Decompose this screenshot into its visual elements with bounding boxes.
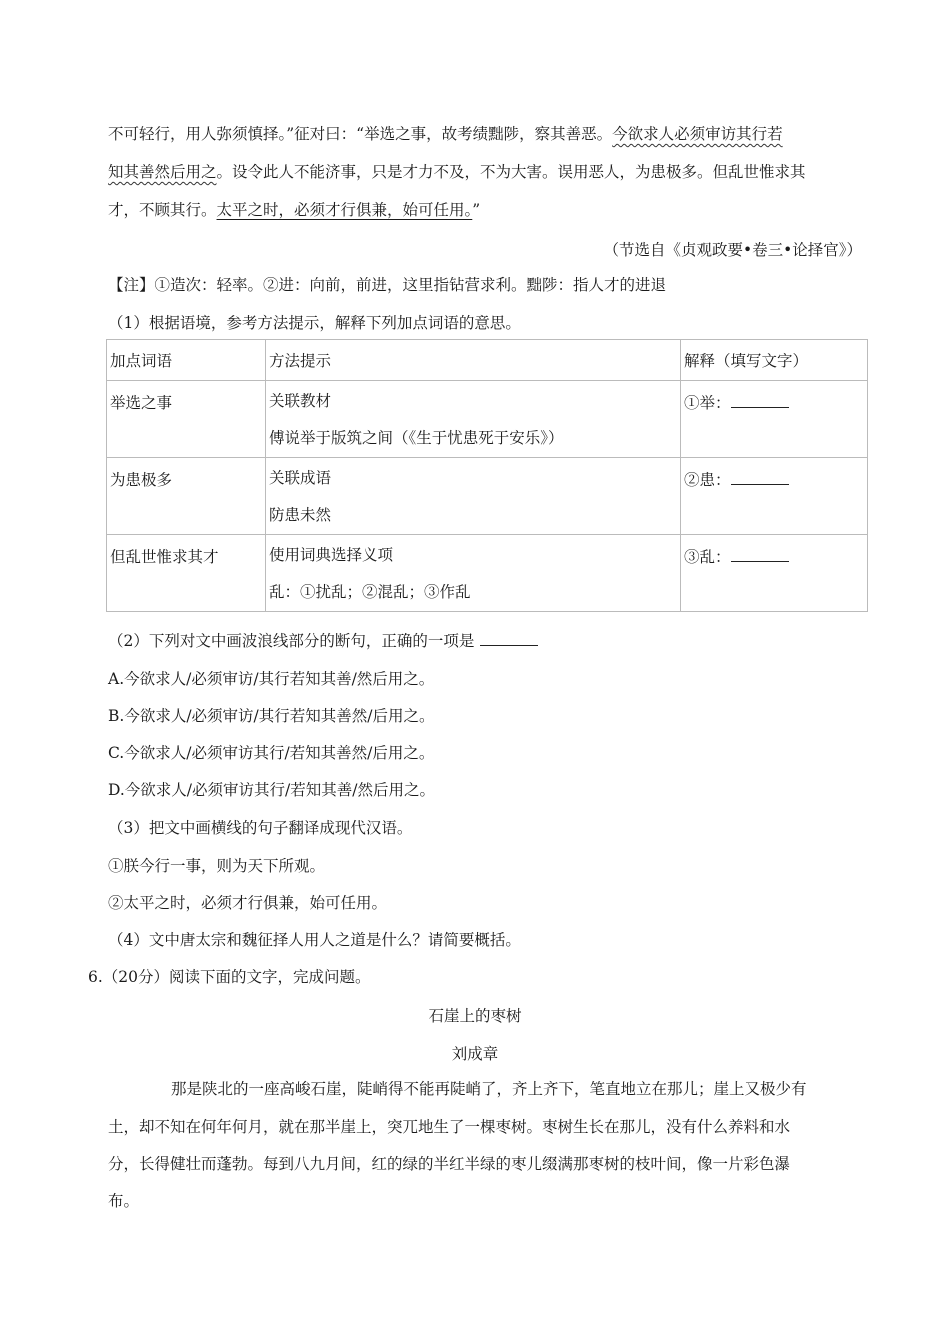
q2-answer-blank[interactable] bbox=[480, 631, 538, 646]
hint-line: 傅说举于版筑之间（《生于忧患死于安乐》） bbox=[269, 429, 564, 447]
annotation-note: 【注】①造次：轻率。②进：向前，前进，这里指钻营求利。黜陟：指人才的进退 bbox=[108, 276, 667, 294]
option-a: A.今欲求人/必须审访/其行若知其善/然后用之。 bbox=[108, 670, 435, 688]
passage-text: 才，不顾其行。 bbox=[108, 201, 217, 219]
hint-line: 关联成语 bbox=[269, 469, 332, 487]
q3-item: ①朕今行一事，则为天下所观。 bbox=[108, 857, 326, 875]
answer-blank[interactable] bbox=[731, 393, 789, 408]
article-para-line: 分，长得健壮而蓬勃。每到八九月间，红的绿的半红半绿的枣儿缀满那枣树的枝叶间，像一片彩色瀑 bbox=[108, 1155, 791, 1173]
passage-line-3 bbox=[108, 200, 480, 220]
option-b: B.今欲求人/必须审访/其行若知其善然/后用之。 bbox=[108, 707, 435, 725]
q2-prompt-line bbox=[108, 631, 538, 651]
answer-blank[interactable] bbox=[731, 470, 789, 485]
cell-word: 举选之事 bbox=[107, 381, 266, 458]
q2-prompt: （2）下列对文中画波浪线部分的断句，正确的一项是 bbox=[108, 632, 475, 650]
header-answer: 解释（填写文字） bbox=[681, 340, 868, 381]
option-d: D.今欲求人/必须审访其行/若知其善/然后用之。 bbox=[108, 781, 435, 799]
closing-quote: ” bbox=[472, 201, 481, 219]
option-c: C.今欲求人/必须审访其行/若知其善然/后用之。 bbox=[108, 744, 435, 762]
q3-item: ②太平之时，必须才行俱兼，始可任用。 bbox=[108, 894, 388, 912]
q4-prompt: （4）文中唐太宗和魏征择人用人之道是什么？请简要概括。 bbox=[108, 931, 521, 949]
cell-word: 但乱世惟求其才 bbox=[107, 535, 266, 612]
passage-source: （节选自《贞观政要•卷三•论择官》） bbox=[603, 241, 862, 259]
vocab-table bbox=[106, 339, 868, 612]
cell-hint bbox=[266, 381, 681, 458]
answer-label: ①举： bbox=[684, 394, 731, 412]
answer-label: ②患： bbox=[684, 471, 731, 489]
hint-line: 使用词典选择义项 bbox=[269, 546, 394, 564]
underlined-sentence: 太平之时，必须才行俱兼，始可任用。 bbox=[216, 201, 473, 219]
article-para-line: 布。 bbox=[108, 1192, 140, 1210]
answer-label: ③乱： bbox=[684, 548, 731, 566]
header-word: 加点词语 bbox=[107, 340, 266, 381]
q3-prompt: （3）把文中画横线的句子翻译成现代汉语。 bbox=[108, 819, 413, 837]
passage-text: 。设令此人不能济事，只是才力不及，不为大害。误用恶人，为患极多。但乱世惟求其 bbox=[216, 163, 806, 181]
q1-prompt: （1）根据语境，参考方法提示，解释下列加点词语的意思。 bbox=[108, 314, 521, 332]
table-row bbox=[107, 381, 868, 458]
hint-line: 防患未然 bbox=[269, 506, 332, 524]
cell-hint bbox=[266, 535, 681, 612]
wavy-underlined-text: 知其善然后用之 bbox=[108, 163, 217, 181]
article-para-line: 土，却不知在何年何月，就在那半崖上，突兀地生了一棵枣树。枣树生长在那儿，没有什么养料和水 bbox=[108, 1118, 791, 1136]
q6-header: 6.（20分）阅读下面的文字，完成问题。 bbox=[88, 968, 371, 986]
hint-line: 乱：①扰乱；②混乱；③作乱 bbox=[269, 583, 471, 601]
article-title: 石崖上的枣树 bbox=[428, 1007, 522, 1025]
header-hint: 方法提示 bbox=[266, 340, 681, 381]
table-header-row bbox=[107, 340, 868, 381]
cell-answer[interactable] bbox=[681, 381, 868, 458]
passage-text: 不可轻行，用人弥须慎择。”征对曰：“举选之事，故考绩黜陟，察其善恶。 bbox=[108, 125, 613, 143]
table-row bbox=[107, 535, 868, 612]
cell-word: 为患极多 bbox=[107, 458, 266, 535]
passage-line-1 bbox=[108, 124, 783, 144]
answer-blank[interactable] bbox=[731, 547, 789, 562]
passage-line-2 bbox=[108, 162, 806, 182]
hint-line: 关联教材 bbox=[269, 392, 332, 410]
cell-hint bbox=[266, 458, 681, 535]
article-author: 刘成章 bbox=[451, 1045, 499, 1063]
cell-answer[interactable] bbox=[681, 458, 868, 535]
table-row bbox=[107, 458, 868, 535]
article-para-line: 那是陕北的一座高峻石崖，陡峭得不能再陡峭了，齐上齐下，笔直地立在那儿；崖上又极少有 bbox=[171, 1080, 807, 1098]
cell-answer[interactable] bbox=[681, 535, 868, 612]
wavy-underlined-text: 今欲求人必须审访其行若 bbox=[612, 125, 783, 143]
